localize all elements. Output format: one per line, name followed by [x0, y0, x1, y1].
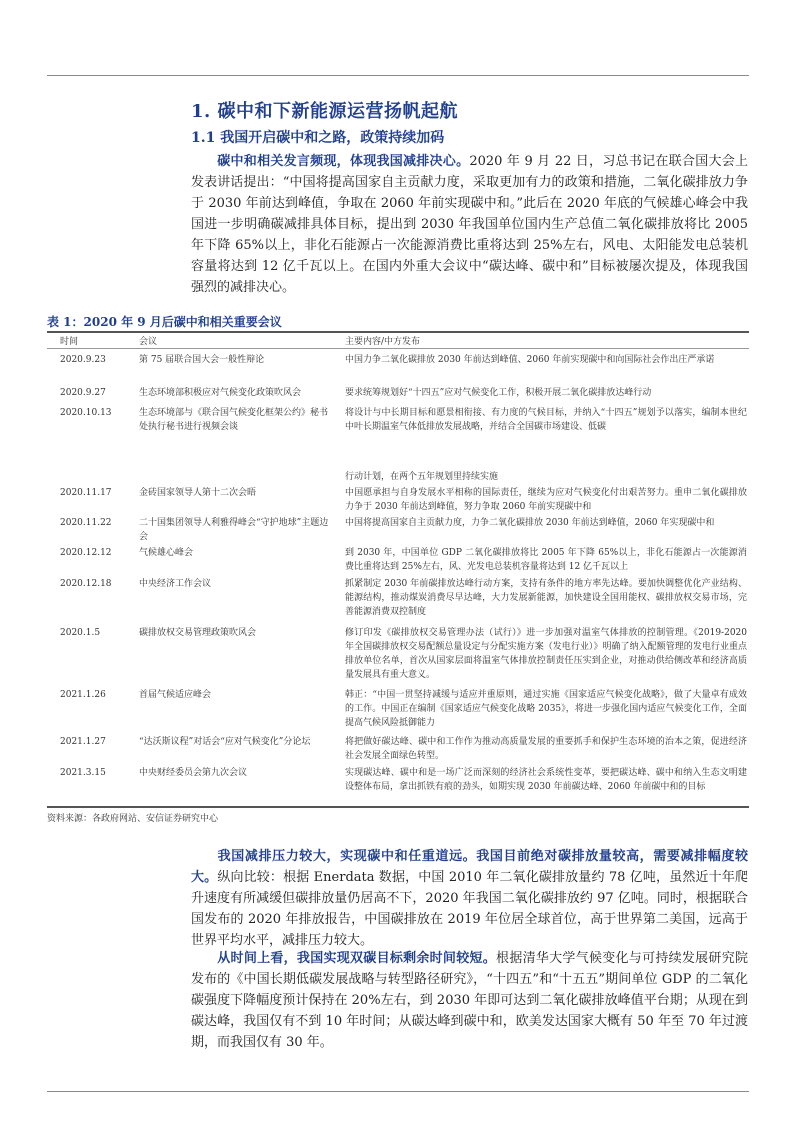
header-rule	[47, 75, 749, 76]
row-content: 中国力争二氧化碳排放 2030 年前达到峰值、2060 年前实现碳中和向国际社会作出庄严承诺	[345, 355, 715, 365]
row-content: 将把做好碳达峰、碳中和工作作为推动高质量发展的重要抓手和保护生态环境的治本之策，促进经济社会发展全面绿色转型。	[345, 737, 747, 761]
row-content: 到 2030 年，中国单位 GDP 二氧化碳排放将比 2005 年下降 65%以上，非化石能源占一次能源消费比重将达到 25%左右，风、光发电总装机容量将达到 12 亿千瓦以上	[345, 548, 747, 572]
table-header-content: 主要内容/中方发布	[345, 337, 421, 347]
row-date: 2020.12.12	[60, 548, 112, 558]
footer-rule	[47, 1091, 749, 1092]
table-header-meeting: 会议	[139, 337, 158, 347]
row-meeting: 中央财经委员会第九次会议	[139, 768, 248, 778]
paragraph-3	[191, 948, 748, 1053]
paragraph-3-body: 根据清华大学气候变化与可持续发展研究院发布的《中国长期低碳发展战略与转型路径研究》，“十四五”和“十五五”期间单位 GDP 的二氧化碳强度下降幅度预计保持在 20%左右，到 2030 年即可达到二氧化碳排放峰值平台期；从现在到碳达峰，我国仅有不到 10 年时间；从碳达峰到碳中和，欧美发达国家大概有 50 年至 70 年过渡期，而我国仅有 30 年。	[191, 951, 748, 1050]
paragraph-2-body: 纵向比较：根据 Enerdata 数据，中国 2010 年二氧化碳排放量约 78 亿吨，虽然近十年爬升速度有所减缓但碳排放量仍居高不下，2020 年我国二氧化碳排放约 97 亿吨。同时，根据联合国发布的 2020 年排放报告，中国碳排放在 2019 年位居全球首位，高于世界第二美国，远高于世界平均水平，减排压力较大。	[191, 870, 748, 948]
table-header-date: 时间	[60, 337, 79, 347]
row-meeting: 首届气候适应峰会	[139, 690, 212, 700]
row-date: 2021.1.27	[60, 737, 106, 747]
paragraph-1-body: 2020 年 9 月 22 日，习总书记在联合国大会上发表讲话提出：“中国将提高国家自主贡献力度，采取更加有力的政策和措施，二氧化碳排放力争于 2030 年前达到峰值，争取在 2060 年前实现碳中和。”此后在 2020 年底的气候雄心峰会中我国进一步明确碳减排具体目标，提出到 2030 年我国单位国内生产总值二氧化碳排放将比 2005 年下降 65%以上，非化石能源占一次能源消费比重将达到 25%左右，风电、太阳能发电总装机容量将达到 12 亿千瓦以上。在国内外重大会议中“碳达峰、碳中和”目标被屡次提及，体现我国强烈的减排决心。	[191, 154, 748, 295]
row-date: 2020.9.23	[60, 355, 106, 365]
table-top-rule	[47, 331, 749, 333]
row-meeting: “达沃斯议程”对话会“应对气候变化”分论坛	[139, 737, 311, 747]
row-content: 韩正：“中国一贯坚持减缓与适应并重原则，通过实施《国家适应气候变化战略》，做了大量卓有成效的工作。中国正在编制《国家适应气候变化战略 2035》，将进一步强化国内适应气候变化工作，全面提高气候风险抵御能力	[345, 690, 747, 728]
paragraph-2-lead: 我国减排压力较大，实现碳中和任重道远。我国目前绝对碳排放量较高，需要减排幅度较大。	[191, 849, 748, 885]
row-content: 中国愿承担与自身发展水平相称的国际责任，继续为应对气候变化付出艰苦努力。重申二氧化碳排放力争于 2030 年前达到峰值，努力争取 2060 年前实现碳中和	[345, 488, 747, 512]
row-meeting: 碳排放权交易管理政策吹风会	[139, 628, 257, 638]
paragraph-2	[191, 846, 748, 951]
section-title: 1. 碳中和下新能源运营扬帆起航	[191, 101, 459, 122]
row-meeting: 气候雄心峰会	[139, 548, 194, 558]
row-meeting: 二十国集团领导人利雅得峰会“守护地球”主题边会	[139, 518, 329, 542]
row-date: 2021.3.15	[60, 768, 106, 778]
row-date: 2020.9.27	[60, 388, 106, 398]
row-content: 抓紧制定 2030 年前碳排放达峰行动方案，支持有条件的地方率先达峰。要加快调整优化产业结构、能源结构，推动煤炭消费尽早达峰，大力发展新能源，加快建设全国用能权、碳排放权交易市场，完善能源消费双控制度	[345, 579, 747, 617]
row-meeting: 中央经济工作会议	[139, 579, 212, 589]
paragraph-1	[191, 151, 748, 298]
row-meeting: 金砖国家领导人第十二次会晤	[139, 488, 257, 498]
row-meeting: 生态环境部积极应对气候变化政策吹风会	[139, 388, 302, 398]
table-bottom-rule	[47, 806, 749, 808]
table-source: 资料来源：各政府网站、安信证券研究中心	[47, 814, 219, 824]
row-content: 实现碳达峰、碳中和是一场广泛而深刻的经济社会系统性变革，要把碳达峰、碳中和纳入生态文明建设整体布局，拿出抓铁有痕的劲头，如期实现 2030 年前碳达峰、2060 年前碳中和的目标	[345, 768, 747, 792]
row-date: 2021.1.26	[60, 690, 106, 700]
row-date: 2020.12.18	[60, 579, 112, 589]
row-date: 2020.1.5	[60, 628, 101, 638]
row-date: 2020.11.17	[60, 488, 112, 498]
table-title: 表 1：2020 年 9 月后碳中和相关重要会议	[47, 315, 282, 329]
row-content: 行动计划，在两个五年规划里持续实施	[345, 472, 499, 482]
row-meeting: 第 75 届联合国大会一般性辩论	[139, 355, 265, 365]
table-header-rule	[47, 348, 749, 349]
paragraph-3-lead: 从时间上看，我国实现双碳目标剩余时间较短。	[217, 951, 497, 966]
section-subtitle: 1.1 我国开启碳中和之路，政策持续加码	[191, 130, 445, 146]
paragraph-1-lead: 碳中和相关发言频现，体现我国减排决心。	[217, 154, 470, 169]
row-meeting: 生态环境部与《联合国气候变化框架公约》秘书处执行秘书进行视频会谈	[139, 408, 329, 432]
row-content: 将设计与中长期目标和愿景相衔接、有力度的气候目标，并纳入“十四五”规划予以落实，编制本世纪中叶长期温室气体低排放发展战略，并结合全国碳市场建设、低碳	[345, 408, 747, 432]
row-content: 要求统筹规划好“十四五”应对气候变化工作，积极开展二氧化碳排放达峰行动	[345, 388, 652, 398]
row-date: 2020.11.22	[60, 518, 112, 528]
row-content: 修订印发《碳排放权交易管理办法（试行）》进一步加强对温室气体排放的控制管理。《2019-2020 年全国碳排放权交易配额总量设定与分配实施方案（发电行业）》明确了纳入配额管理的发电行业重点排放单位名单，首次从国家层面将温室气体排放控制责任压实到企业，对推动供给侧改革和经济高质量发展具有重大意义。	[345, 628, 747, 680]
row-date: 2020.10.13	[60, 408, 112, 418]
row-content: 中国将提高国家自主贡献力度，力争二氧化碳排放 2030 年前达到峰值，2060 年实现碳中和	[345, 518, 715, 528]
